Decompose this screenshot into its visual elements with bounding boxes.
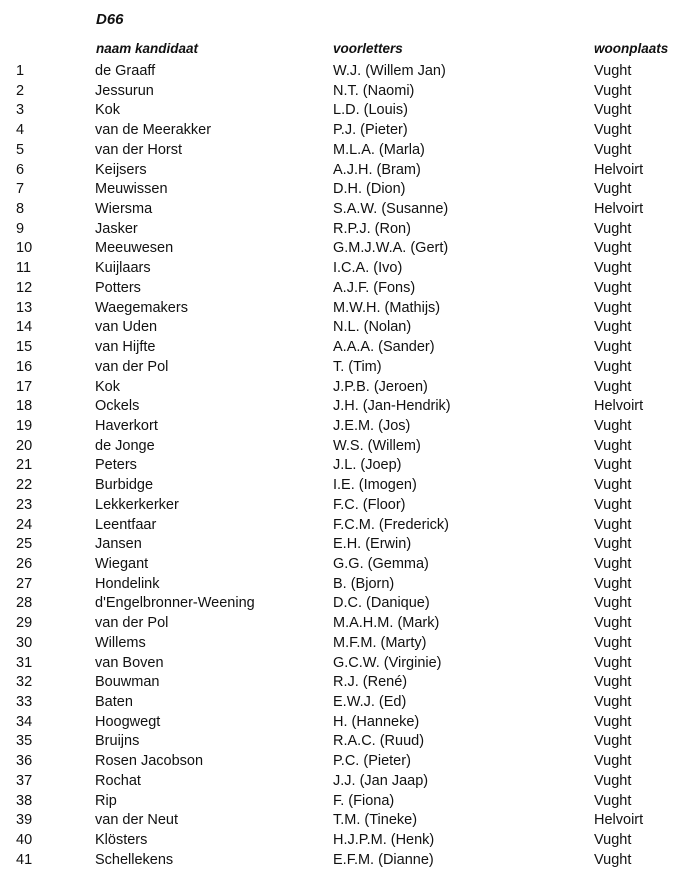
candidate-residence: Vught (594, 279, 632, 296)
candidate-number: 11 (16, 260, 32, 277)
candidate-name: Potters (95, 279, 141, 296)
candidate-name: van der Pol (95, 615, 169, 632)
candidate-name: d'Engelbronner-Weening (95, 595, 255, 612)
candidate-row (0, 496, 684, 516)
candidate-initials: J.J. (Jan Jaap) (333, 772, 429, 789)
candidate-residence: Vught (594, 536, 632, 553)
candidate-initials: M.L.A. (Marla) (333, 141, 425, 158)
candidate-initials: F. (Fiona) (333, 792, 395, 809)
candidate-number: 41 (16, 851, 33, 868)
candidate-residence: Vught (594, 477, 632, 494)
candidate-row (0, 101, 684, 121)
candidate-name: van der Horst (95, 141, 183, 158)
candidate-number: 26 (16, 555, 33, 572)
candidate-name: Waegemakers (95, 299, 188, 316)
candidate-name: de Graaff (95, 63, 156, 79)
candidate-initials: W.S. (Willem) (333, 437, 421, 454)
candidate-row (0, 575, 684, 595)
candidate-number: 4 (16, 122, 25, 139)
candidate-name: Bouwman (95, 674, 160, 691)
candidate-initials: E.F.M. (Dianne) (333, 851, 434, 868)
candidate-number: 38 (16, 792, 33, 809)
candidate-number: 37 (16, 772, 33, 789)
candidate-row (0, 535, 684, 555)
candidate-initials: N.L. (Nolan) (333, 319, 412, 336)
candidate-residence: Vught (594, 733, 632, 750)
candidate-row (0, 851, 684, 871)
candidate-name: Leentfaar (95, 516, 157, 533)
candidate-name: Jansen (95, 536, 142, 553)
candidate-name: Keijsers (95, 161, 147, 178)
candidate-residence: Vught (594, 122, 632, 139)
candidate-residence: Helvoirt (594, 161, 644, 178)
candidate-row (0, 831, 684, 851)
candidate-number: 33 (16, 694, 33, 710)
candidate-name: Bruijns (95, 733, 140, 750)
candidate-residence: Vught (594, 141, 632, 158)
candidate-initials: I.E. (Imogen) (333, 477, 417, 494)
candidate-row (0, 792, 684, 812)
candidate-number: 3 (16, 102, 25, 119)
candidate-residence: Vught (594, 654, 632, 671)
candidate-number: 40 (16, 832, 33, 849)
candidate-initials: H. (Hanneke) (333, 713, 420, 730)
candidate-residence: Vught (594, 496, 632, 513)
candidate-number: 10 (16, 240, 33, 257)
candidate-name: Wiersma (95, 201, 153, 218)
candidate-row (0, 614, 684, 634)
candidate-row (0, 299, 684, 319)
candidate-number: 2 (16, 82, 25, 99)
column-header-residence: woonplaats (594, 41, 669, 56)
candidate-list (0, 62, 684, 870)
candidate-initials: D.H. (Dion) (333, 181, 406, 198)
candidate-initials: F.C. (Floor) (333, 496, 406, 513)
candidate-initials: J.P.B. (Jeroen) (333, 378, 428, 395)
candidate-row (0, 752, 684, 772)
candidate-residence: Vught (594, 595, 632, 612)
candidate-initials: S.A.W. (Susanne) (333, 201, 449, 218)
candidate-number: 31 (16, 654, 33, 671)
candidate-number: 39 (16, 812, 33, 829)
candidate-initials: P.J. (Pieter) (333, 122, 408, 139)
candidate-name: van de Meerakker (95, 122, 212, 139)
candidate-number: 36 (16, 753, 33, 770)
candidate-number: 14 (16, 319, 33, 336)
candidate-initials: T. (Tim) (333, 358, 382, 375)
candidate-initials: N.T. (Naomi) (333, 82, 415, 99)
candidate-row (0, 772, 684, 792)
candidate-number: 9 (16, 220, 25, 237)
candidate-number: 25 (16, 536, 33, 553)
candidate-initials: R.J. (René) (333, 674, 408, 691)
candidate-initials: T.M. (Tineke) (333, 812, 418, 829)
candidate-number: 13 (16, 299, 33, 316)
candidate-name: Hoogwegt (95, 713, 161, 730)
candidate-initials: F.C.M. (Frederick) (333, 516, 449, 533)
candidate-residence: Vught (594, 181, 632, 198)
candidate-initials: J.H. (Jan-Hendrik) (333, 398, 451, 415)
candidate-row (0, 200, 684, 220)
candidate-name: Kuijlaars (95, 260, 151, 277)
candidate-residence: Vught (594, 792, 632, 809)
candidate-row (0, 634, 684, 654)
candidate-number: 34 (16, 713, 33, 730)
candidate-residence: Vught (594, 832, 632, 849)
candidate-number: 29 (16, 615, 33, 632)
candidate-row (0, 82, 684, 102)
candidate-number: 7 (16, 181, 25, 198)
candidate-residence: Vught (594, 240, 632, 257)
candidate-number: 5 (16, 141, 25, 158)
candidate-number: 28 (16, 595, 33, 612)
candidate-name: Meuwissen (95, 181, 168, 198)
candidate-initials: I.C.A. (Ivo) (333, 260, 403, 277)
candidate-initials: J.L. (Joep) (333, 457, 402, 474)
candidate-residence: Vught (594, 457, 632, 474)
candidate-residence: Vught (594, 339, 632, 356)
candidate-name: Rip (95, 792, 117, 809)
candidate-number: 1 (16, 63, 25, 79)
candidate-number: 35 (16, 733, 33, 750)
candidate-name: Wiegant (95, 555, 149, 572)
candidate-initials: B. (Bjorn) (333, 575, 395, 592)
candidate-row (0, 378, 684, 398)
candidate-row (0, 437, 684, 457)
candidate-residence: Vught (594, 634, 632, 651)
candidate-number: 16 (16, 358, 33, 375)
candidate-residence: Vught (594, 555, 632, 572)
candidate-residence: Vught (594, 63, 632, 79)
candidate-row (0, 516, 684, 536)
candidate-row (0, 594, 684, 614)
candidate-number: 15 (16, 339, 33, 356)
candidate-number: 17 (16, 378, 33, 395)
candidate-initials: M.F.M. (Marty) (333, 634, 427, 651)
candidate-number: 24 (16, 516, 33, 533)
candidate-number: 22 (16, 477, 33, 494)
candidate-residence: Vught (594, 378, 632, 395)
candidate-row (0, 62, 684, 82)
candidate-number: 30 (16, 634, 33, 651)
candidate-initials: E.W.J. (Ed) (333, 694, 407, 710)
candidate-residence: Vught (594, 851, 632, 868)
candidate-residence: Vught (594, 713, 632, 730)
candidate-row (0, 338, 684, 358)
candidate-residence: Vught (594, 674, 632, 691)
candidate-residence: Vught (594, 437, 632, 454)
candidate-number: 23 (16, 496, 33, 513)
candidate-residence: Vught (594, 575, 632, 592)
candidate-residence: Vught (594, 516, 632, 533)
candidate-name: Burbidge (95, 477, 154, 494)
candidate-name: van der Neut (95, 812, 179, 829)
candidate-name: Kok (95, 378, 120, 395)
candidate-residence: Vught (594, 772, 632, 789)
candidate-row (0, 397, 684, 417)
candidate-initials: D.C. (Danique) (333, 595, 430, 612)
candidate-number: 27 (16, 575, 33, 592)
candidate-initials: A.J.F. (Fons) (333, 279, 416, 296)
candidate-name: Kok (95, 102, 120, 119)
candidate-name: Willems (95, 634, 146, 651)
candidate-initials: J.E.M. (Jos) (333, 417, 411, 434)
candidate-name: Baten (95, 694, 133, 710)
candidate-residence: Vught (594, 82, 632, 99)
candidate-row (0, 279, 684, 299)
candidate-initials: R.A.C. (Ruud) (333, 733, 425, 750)
candidate-name: van Uden (95, 319, 158, 336)
candidate-name: Rochat (95, 772, 141, 789)
candidate-name: Ockels (95, 398, 140, 415)
candidate-residence: Helvoirt (594, 398, 644, 415)
candidate-row (0, 239, 684, 259)
candidate-number: 12 (16, 279, 33, 296)
candidate-name: Meeuwesen (95, 240, 174, 257)
candidate-residence: Helvoirt (594, 812, 644, 829)
candidate-row (0, 713, 684, 733)
candidate-name: Haverkort (95, 417, 158, 434)
candidate-name: Peters (95, 457, 137, 474)
candidate-row (0, 220, 684, 240)
candidate-row (0, 732, 684, 752)
candidate-residence: Vught (594, 102, 632, 119)
candidate-row (0, 811, 684, 831)
candidate-number: 6 (16, 161, 25, 178)
candidate-residence: Helvoirt (594, 201, 644, 218)
candidate-initials: L.D. (Louis) (333, 102, 408, 119)
candidate-residence: Vught (594, 615, 632, 632)
candidate-name: Schellekens (95, 851, 174, 868)
candidate-row (0, 141, 684, 161)
candidate-row (0, 476, 684, 496)
candidate-name: van der Pol (95, 358, 169, 375)
candidate-initials: R.P.J. (Ron) (333, 220, 411, 237)
party-title: D66 (96, 11, 124, 28)
candidate-initials: G.M.J.W.A. (Gert) (333, 240, 449, 257)
candidate-residence: Vught (594, 299, 632, 316)
candidate-name: Jasker (95, 220, 138, 237)
candidate-row (0, 259, 684, 279)
candidate-row (0, 121, 684, 141)
candidate-initials: M.W.H. (Mathijs) (333, 299, 441, 316)
candidate-initials: G.C.W. (Virginie) (333, 654, 442, 671)
candidate-row (0, 161, 684, 181)
candidate-number: 18 (16, 398, 33, 415)
candidate-initials: A.J.H. (Bram) (333, 161, 421, 178)
candidate-row (0, 180, 684, 200)
candidate-row (0, 673, 684, 693)
candidate-name: Rosen Jacobson (95, 753, 204, 770)
candidate-initials: W.J. (Willem Jan) (333, 63, 446, 79)
candidate-name: Jessurun (95, 82, 154, 99)
candidate-residence: Vught (594, 753, 632, 770)
candidate-row (0, 693, 684, 713)
candidate-residence: Vught (594, 220, 632, 237)
candidate-number: 19 (16, 417, 33, 434)
candidate-residence: Vught (594, 358, 632, 375)
candidate-row (0, 456, 684, 476)
column-header-name: naam kandidaat (96, 41, 199, 56)
candidate-name: Hondelink (95, 575, 160, 592)
candidate-row (0, 358, 684, 378)
candidate-residence: Vught (594, 417, 632, 434)
candidate-residence: Vught (594, 694, 632, 710)
candidate-name: van Hijfte (95, 339, 156, 356)
column-header-initials: voorletters (333, 41, 403, 56)
candidate-number: 20 (16, 437, 33, 454)
candidate-row (0, 318, 684, 338)
candidate-number: 32 (16, 674, 33, 691)
candidate-residence: Vught (594, 260, 632, 277)
candidate-initials: H.J.P.M. (Henk) (333, 832, 435, 849)
candidate-row (0, 654, 684, 674)
candidate-name: de Jonge (95, 437, 155, 454)
candidate-initials: A.A.A. (Sander) (333, 339, 435, 356)
candidate-number: 21 (16, 457, 33, 474)
candidate-row (0, 555, 684, 575)
candidate-row (0, 417, 684, 437)
candidate-initials: G.G. (Gemma) (333, 555, 429, 572)
candidate-number: 8 (16, 201, 25, 218)
candidate-name: Lekkerkerker (95, 496, 179, 513)
candidate-initials: M.A.H.M. (Mark) (333, 615, 440, 632)
candidate-name: Klösters (95, 832, 148, 849)
candidate-residence: Vught (594, 319, 632, 336)
candidate-initials: E.H. (Erwin) (333, 536, 412, 553)
candidate-name: van Boven (95, 654, 164, 671)
candidate-initials: P.C. (Pieter) (333, 753, 411, 770)
